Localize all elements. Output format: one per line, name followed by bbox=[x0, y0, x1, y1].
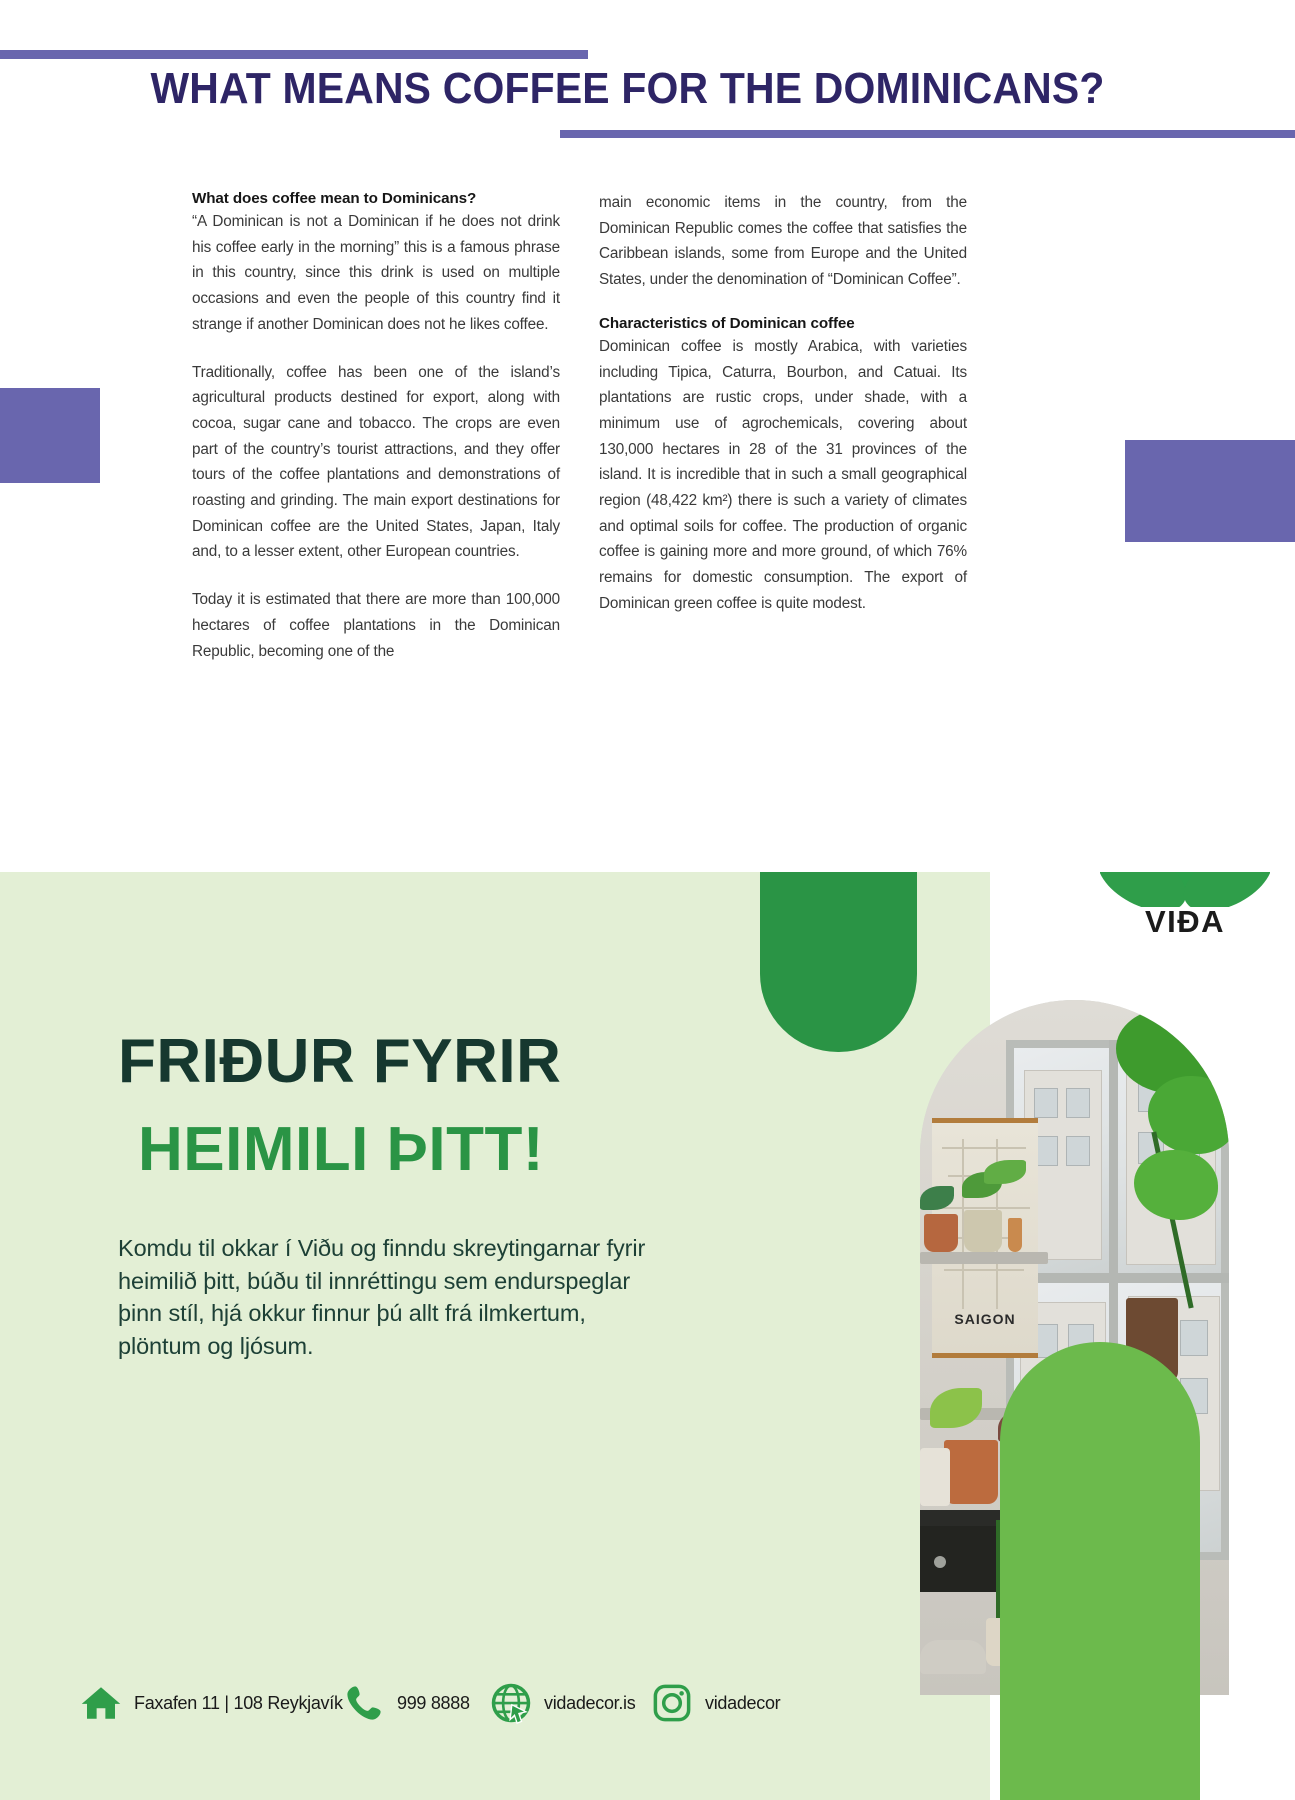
article-column-right bbox=[599, 190, 967, 617]
photo-floor-object bbox=[920, 1640, 986, 1674]
article-section bbox=[0, 0, 1295, 872]
photo-shelf bbox=[920, 1252, 1048, 1264]
footer-instagram-text: vidadecor bbox=[705, 1692, 781, 1713]
photo-plant-pot bbox=[920, 1448, 950, 1506]
decor-purple-block-right bbox=[1125, 440, 1295, 542]
photo-drawer-knob bbox=[934, 1556, 946, 1568]
photo-plant-pot bbox=[964, 1210, 1002, 1252]
footer-website-text: vidadecor.is bbox=[544, 1692, 636, 1713]
advert-body-text: Komdu til okkar í Viðu og finndu skreytingarnar fyrir heimilið þitt, búðu til innréttingu sem endurspeglar þinn stíl, hjá okkur finnur þú allt frá ilmkertum, plöntum og ljósum. bbox=[118, 1235, 646, 1359]
photo-plant-pot bbox=[1008, 1218, 1022, 1252]
footer-address bbox=[80, 1682, 343, 1724]
left-column-heading: What does coffee mean to Dominicans? bbox=[192, 190, 477, 207]
footer-address-text: Faxafen 11 | 108 Reykjavík bbox=[134, 1692, 343, 1713]
globe-icon bbox=[490, 1682, 532, 1724]
article-columns bbox=[192, 190, 967, 664]
photo-plant-pot bbox=[944, 1440, 998, 1504]
advert-footer bbox=[80, 1682, 940, 1742]
instagram-icon bbox=[651, 1682, 693, 1724]
vida-logo-wordmark: VIÐA bbox=[1144, 904, 1226, 939]
advert-headline-line-1: FRIÐUR FYRIR bbox=[118, 1027, 562, 1096]
photo-monstera-leaf bbox=[1134, 1150, 1218, 1220]
footer-instagram[interactable] bbox=[651, 1682, 780, 1724]
photo-plant-pot bbox=[924, 1214, 958, 1252]
title-rule-bottom bbox=[560, 130, 1295, 138]
page-title: WHAT MEANS COFFEE FOR THE DOMINICANS? bbox=[150, 64, 1105, 113]
article-column-left bbox=[192, 190, 560, 664]
left-column-paragraph-3: Today it is estimated that there are more than 100,000 hectares of coffee plantations in the Dominican Republic, becoming one of the bbox=[192, 591, 560, 660]
footer-website[interactable] bbox=[490, 1682, 635, 1724]
advertisement-section bbox=[0, 872, 1295, 1800]
phone-icon bbox=[343, 1682, 385, 1724]
footer-phone-text: 999 8888 bbox=[397, 1692, 470, 1713]
decor-green-arch bbox=[1000, 1342, 1200, 1800]
right-column-heading: Characteristics of Dominican coffee bbox=[599, 314, 855, 332]
right-column-paragraph-2: Dominican coffee is mostly Arabica, with varieties including Tipica, Caturra, Bourbon, and Catuai. Its plantations are rustic crops, under shade, with a minimum use of agrochemicals, covering about 130,000 hectares in 28 of the 31 provinces of the island. It is incredible that in such a small geographical region (48,422 km²) there is such a variety of climates and optimal soils for coffee. The production of organic coffee is gaining more and more ground, of which 76% remains for domestic consumption. The export of Dominican green coffee is quite modest. bbox=[599, 337, 967, 612]
decor-purple-block-left bbox=[0, 388, 100, 483]
advert-headline bbox=[118, 1027, 718, 1185]
footer-phone[interactable] bbox=[343, 1682, 470, 1724]
home-icon bbox=[80, 1682, 122, 1724]
advert-headline-line-2: HEIMILI ÞITT! bbox=[138, 1115, 545, 1184]
decor-green-band bbox=[760, 872, 917, 1052]
poster-label: SAIGON bbox=[954, 1311, 1016, 1327]
left-column-paragraph-1: “A Dominican is not a Dominican if he does not drink his coffee early in the morning” this is a famous phrase in this country, since this drink is used on multiple occasions and even the people of this country find it strange if another Dominican does not he likes coffee. bbox=[192, 213, 560, 333]
left-column-paragraph-2: Traditionally, coffee has been one of the island’s agricultural products destined for export, along with cocoa, sugar cane and tobacco. The crops are even part of the country’s tourist attractions, and they offer tours of the coffee plantations and demonstrations of roasting and grinding. The main export destinations for Dominican coffee are the United States, Japan, Italy and, to a lesser extent, other European countries. bbox=[192, 363, 560, 561]
title-rule-top bbox=[0, 50, 588, 59]
vida-logo bbox=[1100, 872, 1270, 977]
right-column-paragraph-1: main economic items in the country, from the Dominican Republic comes the coffee that satisfies the Caribbean islands, some from Europe and the United States, under the denomination of “Dominican Coffee”. bbox=[599, 194, 967, 289]
